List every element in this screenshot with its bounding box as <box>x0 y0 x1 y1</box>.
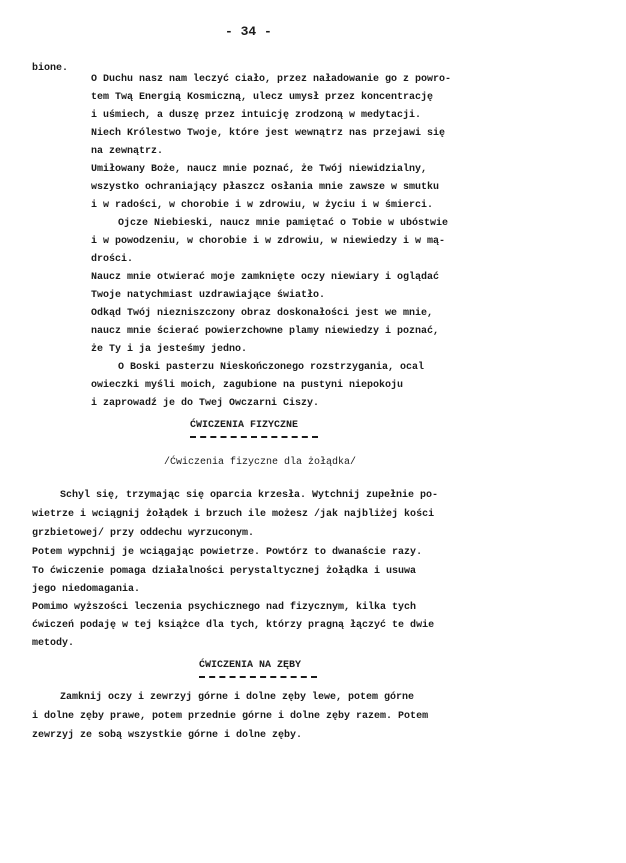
text-line: i w powodzeniu, w chorobie i w zdrowiu, w niewiedzy i w mą- <box>91 236 446 247</box>
text-line: grzbietowej/ przy oddechu wyrzuconym. <box>32 528 255 539</box>
text-line: i dolne zęby prawe, potem przednie górne i dolne zęby razem. Potem <box>32 711 429 722</box>
text-line: owieczki myśli moich, zagubione na pustyni niepokoju <box>91 380 404 391</box>
text-line: O Duchu nasz nam leczyć ciało, przez naładowanie go z powro- <box>91 74 452 85</box>
text-line: drości. <box>91 254 134 265</box>
previous-page-fragment: bione. <box>32 63 69 74</box>
heading-underline <box>199 676 317 678</box>
text-line: ćwiczeń podaję w tej książce dla tych, którzy pragną łączyć te dwie <box>32 620 435 631</box>
text-line: Zamknij oczy i zewrzyj górne i dolne zęby lewe, potem górne <box>60 692 415 703</box>
section-heading-teeth: ĆWICZENIA NA ZĘBY <box>199 660 302 671</box>
text-line: Umiłowany Boże, naucz mnie poznać, że Twój niewidzialny, <box>91 164 428 175</box>
text-line: wszystko ochraniający płaszcz osłania mnie zawsze w smutku <box>91 182 440 193</box>
text-line: Schyl się, trzymając się oparcia krzesła. Wytchnij zupełnie po- <box>60 490 439 501</box>
text-line: To ćwiczenie pomaga działalności perystaltycznej żołądka i usuwa <box>32 566 417 577</box>
text-line: O Boski pasterzu Nieskończonego rozstrzygania, ocal <box>118 362 425 373</box>
text-line: i zaprowadź je do Twej Owczarni Ciszy. <box>91 398 320 409</box>
text-line: Potem wypchnij je wciągając powietrze. Powtórz to dwanaście razy. <box>32 547 423 558</box>
text-line: wietrze i wciągnij żołądek i brzuch ile możesz /jak najbliżej kości <box>32 509 435 520</box>
section-heading-physical: ĆWICZENIA FIZYCZNE <box>190 420 299 431</box>
text-line: Naucz mnie otwierać moje zamknięte oczy niewiary i oglądać <box>91 272 440 283</box>
text-line: Pomimo wyższości leczenia psychicznego nad fizycznym, kilka tych <box>32 602 417 613</box>
page-number: - 34 - <box>225 24 272 39</box>
text-line: że Ty i ja jesteśmy jedno. <box>91 344 248 355</box>
heading-underline <box>190 436 318 438</box>
text-line: tem Twą Energią Kosmiczną, ulecz umysł przez koncentrację <box>91 92 434 103</box>
text-line: Ojcze Niebieski, naucz mnie pamiętać o Tobie w ubóstwie <box>118 218 449 229</box>
section-subheading: /Ćwiczenia fizyczne dla żołądka/ <box>164 457 357 468</box>
text-line: i uśmiech, a duszę przez intuicję zrodzoną w medytacji. <box>91 110 422 121</box>
text-line: naucz mnie ścierać powierzchowne plamy niewiedzy i poznać, <box>91 326 440 337</box>
text-line: na zewnątrz. <box>91 146 164 157</box>
text-line: Twoje natychmiast uzdrawiające światło. <box>91 290 326 301</box>
text-line: Niech Królestwo Twoje, które jest wewnątrz nas przejawi się <box>91 128 446 139</box>
text-line: Odkąd Twój niezniszczony obraz doskonałości jest we mnie, <box>91 308 434 319</box>
text-line: jego niedomagania. <box>32 584 141 595</box>
text-line: i w radości, w chorobie i w zdrowiu, w życiu i w śmierci. <box>91 200 434 211</box>
text-line: metody. <box>32 638 75 649</box>
text-line: zewrzyj ze sobą wszystkie górne i dolne zęby. <box>32 730 303 741</box>
